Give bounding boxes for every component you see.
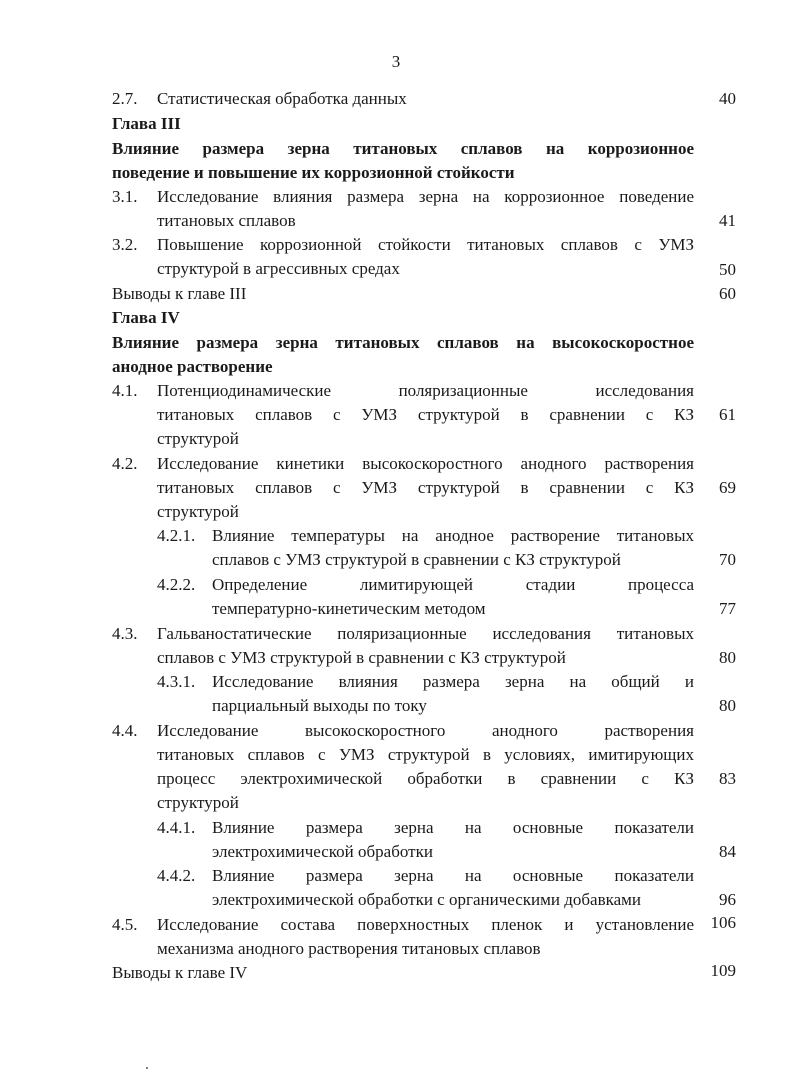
scan-speck — [146, 1067, 148, 1069]
chapter-4-heading: Глава IV — [112, 308, 180, 327]
entry-title: Статистическая обработка данных — [157, 89, 407, 108]
entry-number: 2.7. — [112, 89, 138, 108]
page-number: 3 — [391, 52, 401, 71]
entry-page: 40 — [719, 89, 736, 108]
chapter-3-heading: Глава III — [112, 114, 181, 133]
